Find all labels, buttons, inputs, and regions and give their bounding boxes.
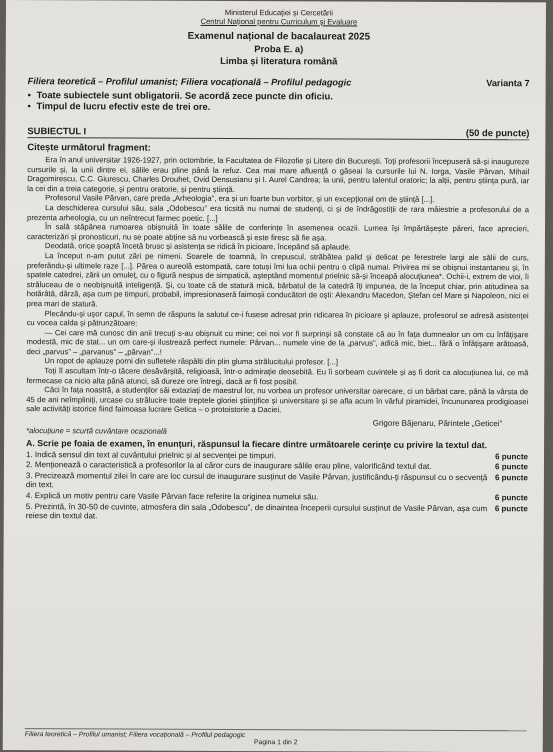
section-a-instruction: A. Scrie pe foaia de examen, în enunțuri, răspunsul la fiecare dintre următoarele cerințe cu privire la textul dat.: [26, 438, 488, 451]
exam-page: [3, 0, 546, 752]
signature: Grigore Băjenaru, Părintele „Geticei”: [372, 418, 503, 429]
question-text: 2. Menționează o caracteristică a profesorilor la al căror curs de inaugurare sălile erau pline, valorificând textul dat.: [25, 460, 432, 472]
question-points: 6 puncte: [494, 493, 528, 503]
question-text: 5. Prezintă, în 30-50 de cuvinte, atmosfera din sala „Odobescu”, de dinaintea începerii cursului susținut de Vasile Pârvan, așa cum reiese din textul dat.: [25, 501, 488, 521]
exam-proba: Proba E. a): [254, 43, 304, 55]
instructions: [28, 89, 530, 113]
question-points: 6 puncte: [494, 503, 528, 513]
bullet-icon: •: [27, 89, 31, 101]
paragraph: Plecându-și ușor capul, în semn de răspuns la salutul ce-i fusese adresat prin ridicarea în picioare și aplauze, profesorul se adresă asistenței cu vocea calda și pătrunzătoare:: [26, 308, 529, 328]
varianta: Varianta 7: [486, 78, 530, 89]
instruction-item: • Timpul de lucru efectiv este de trei ore.: [27, 100, 211, 112]
question-points: 6 puncte: [494, 472, 528, 483]
subject-title: SUBIECTUL I: [27, 125, 87, 137]
fragment-text: [26, 155, 529, 416]
paragraph: Deodată, orice șoaptă încetă brusc și asistența se ridică în picioare, începând să aplaude.: [44, 241, 351, 252]
filiera: Filiera teoretică – Profilul umanist; Filiera vocațională – Profilul pedagogic: [27, 76, 352, 88]
paragraph: Toți îl ascultam într-o tăcere desăvârșită, religioasă, într-o admirație deosebită. Eu îi sorbeam cuvintele și aș fi dorit ca alocuțiunea lui, ce mă fermecase ca nicio alta până atunci, să dureze ore întregi, dacă ar fi fost posibil.: [26, 366, 529, 386]
paragraph: La început n-am putut zări pe nimeni. Soarele de toamnă, în crepuscul, străbătea palid și delicat pe ferestrele largi ale sălii de curs, preferându-și ultimele raze [...]. Părea o aureolă estompată, care totuși îmi lua ochii pentru o clipă numai. Privirea mi se obișnui instantaneu și, în spatele catedrei, zării un omuleț, cu o figură nespus de simpatică, așteptând momentul prielnic să-și înceapă alocuțiunea*. Ochii-i, extrem de vioi, îi străluceau de o neobișnuită inteligență. Și, cu toate că de statură mică, bărbatul de la catedră îți impunea, de la început chiar, prin atitudinea sa hotărâtă, dârză, așa cum pe timpuri, probabil, impresionaseră faimoșii conducători de oști: Alexandru Macedon, Ștefan cel Mare și Napoleon, nici ei prea mari de statură.: [26, 251, 529, 309]
question-points: 6 puncte: [495, 451, 529, 461]
footnote: *alocuțiune = scurtă cuvântare ocazională: [26, 426, 167, 436]
paragraph: Era în anul universitar 1926-1927, prin octombrie, la Facultatea de Filozofie și Litere din București. Toți profesorii începuseră să-și inaugureze cursurile și, la unii dintre ei, sălile erau pline până la refuz. Cea mai mare afluență o găseai la cursurile lui N. Iorga, Vasile Pârvan, Mihail Dragomirescu, C.C. Giurescu, Charles Drouhet, Ovid Densusianu și I. Aurel Candrea; la unii, pentru talentul oratoric; la alții, pentru știința pură, iar la cei din a treia categorie, și pentru oratorie, și pentru știință.: [27, 155, 530, 194]
filiera-row: [28, 76, 530, 88]
paragraph: — Cei care mă cunosc din anii trecuți s-au obișnuit cu mine; cei noi vor fi surprinși să constate că au în fața dumnealor un om cu înfățișare modestă, mic de stat... un om care-și ilustrează perfect numele: Pârvan... numele vine de la „parvus”, adică mic, biet... fără o înfățișare arătoasă, deci „parvus” – „parvanus” – „pârvan”...!: [26, 327, 529, 357]
paragraph: Profesorul Vasile Pârvan, care preda „Arheologia”, era și un foarte bun vorbitor, și un excepțional om de știință [...].: [45, 193, 435, 205]
question-text: 1. Indică sensul din text al cuvântului prielnic și al secvenței pe timpuri.: [25, 449, 276, 460]
question-item: [26, 502, 528, 523]
paragraph: La deschiderea cursului său, sala „Odobescu” era ticsită nu numai de studenți, ci și de îndrăgostiții de rara măiestrie a profesorului de a prezenta arheologia, cu un neîntrecut farmec poetic. [...]: [27, 203, 530, 223]
question-points: 6 puncte: [495, 462, 528, 472]
bullet-icon: •: [27, 100, 31, 112]
ministry-name: Ministerul Educației și Cercetării: [224, 7, 333, 18]
exam-title: Examenul național de bacalaureat 2025: [187, 30, 371, 43]
read-instruction: Citește următorul fragment:: [27, 141, 151, 153]
paragraph: Căci în fața noastră, a studenților săi extaziați de maestrul lor, nu vorbea un profesor universitar oarecare, ci un bărbat care, până la vârsta de 45 de ani neîmpliniți, urcase cu strălucire toate treptele gloriei științifice și universitare și se afla acum în vârful piramidei, încununarea prodigioasei sale activități istorice fiind faimoasa lucrare Getica – o protoistorie a Daciei.: [26, 385, 529, 415]
page-number: Pagina 1 din 2: [254, 739, 298, 747]
question-text: 3. Precizează momentul zilei în care are loc cursul de inaugurare susținut de Vasile Pârvan, justificându-ți răspunsul cu o secvență din text.: [25, 470, 488, 490]
paragraph: Un ropot de aplauze porni din sufletele răspâlti din plin gluma strălucitului profesor. [...]: [44, 356, 339, 367]
instruction-item: • Toate subiectele sunt obligatorii. Se acordă zece puncte din oficiu.: [27, 89, 333, 102]
exam-subject: Limba și literatura română: [220, 54, 338, 67]
paragraph: În sală stăpânea rumoarea obișnuită în toate sălile de conferințe în asemenea ocazii. Lumea își împărtășește păreri, face aprecieri, caracterizări și pronosticuri, nu se poate abține să nu vorbească și este firesc să fie așa.: [26, 222, 530, 243]
footer-filiera: Filiera teoretică – Profilul umanist; Filiera vocațională – Profilul pedagogic: [24, 731, 246, 740]
subject-heading: [27, 125, 529, 140]
header: [28, 7, 530, 27]
question-text: 4. Explică un motiv pentru care Vasile Pârvan face referire la originea numelui său.: [25, 491, 319, 502]
subject-points: (50 de puncte): [465, 127, 530, 139]
center-name: Centrul Național pentru Curriculum și Evaluare: [200, 16, 358, 27]
question-item: [26, 471, 528, 492]
page-footer: [25, 728, 527, 747]
